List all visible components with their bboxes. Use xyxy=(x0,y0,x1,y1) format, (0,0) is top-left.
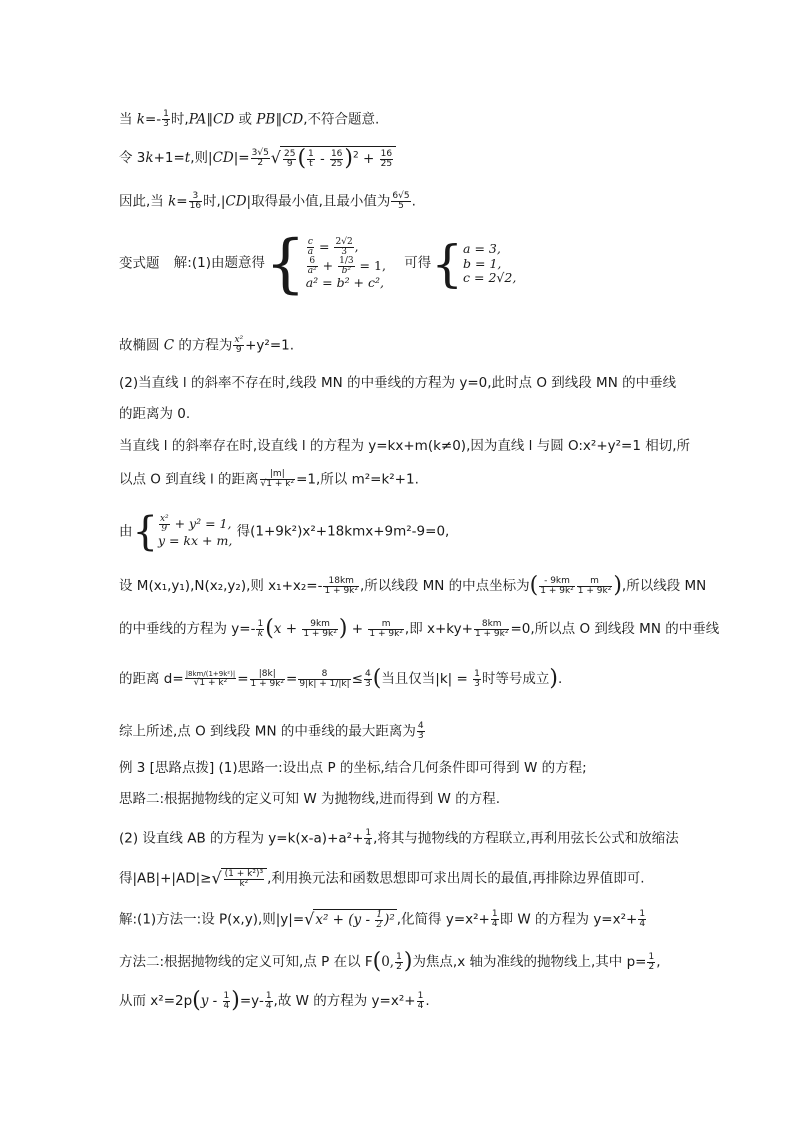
fraction xyxy=(224,870,264,889)
text: + xyxy=(347,621,368,637)
denominator: k xyxy=(257,628,264,639)
text: = xyxy=(286,671,298,687)
numerator: |m| xyxy=(260,470,296,480)
denominator: 25 xyxy=(330,158,343,169)
text: ,将其与抛物线的方程联立,再利用弦长公式和放缩法 xyxy=(373,830,679,847)
denominator: 9 xyxy=(286,158,293,169)
var: t xyxy=(184,150,191,166)
line-12 xyxy=(119,618,719,640)
system xyxy=(158,515,232,548)
text: ,则| xyxy=(190,150,213,166)
text: 得|AB|+|AD|≥ xyxy=(119,870,212,887)
denominator: 9 xyxy=(235,345,242,355)
text: =- xyxy=(144,111,162,128)
var: PA xyxy=(188,111,207,128)
text: + xyxy=(318,257,338,273)
text: )² xyxy=(384,912,395,928)
text: 解:(1)方法一:设 P(x,y),则|y|= xyxy=(119,911,305,928)
system-right xyxy=(463,242,516,285)
denominator: a² xyxy=(307,265,317,276)
text: 的距离 d= xyxy=(119,671,184,687)
numerator: 1 xyxy=(639,909,646,919)
fraction xyxy=(159,515,170,534)
sqrt-sign: √ xyxy=(270,148,281,167)
fraction xyxy=(283,150,296,169)
text: 时等号成立 xyxy=(481,671,550,687)
numerator: - 9km xyxy=(539,577,575,587)
paren: ( xyxy=(192,988,201,1013)
line-7: 的距离为 0. xyxy=(119,406,191,422)
result-c: c = 2√2, xyxy=(463,270,517,286)
fraction xyxy=(256,620,264,639)
fraction xyxy=(368,620,404,639)
denominator: √1 + k² xyxy=(260,479,295,489)
numerator: (1 + k²)³ xyxy=(224,869,264,879)
text: y - xyxy=(200,993,222,1009)
denominator: 2 xyxy=(376,920,383,930)
fraction xyxy=(185,671,237,688)
numerator: 1 xyxy=(365,828,372,838)
fraction xyxy=(334,238,353,257)
text: +y²=1. xyxy=(245,337,295,354)
result-a: a = 3, xyxy=(463,241,501,257)
line-4 xyxy=(119,227,517,301)
text: 由 xyxy=(119,523,133,540)
fraction xyxy=(307,257,318,276)
line-18 xyxy=(119,868,644,889)
paren: ) xyxy=(344,146,353,171)
text: (2) 设直线 AB 的方程为 y=k(x-a)+a²+ xyxy=(119,830,364,847)
fraction xyxy=(364,670,372,689)
denominator: 25 xyxy=(380,158,393,169)
paren: ( xyxy=(529,573,539,598)
denominator: 4 xyxy=(365,838,372,848)
fraction xyxy=(330,150,343,169)
eq-2: y = kx + m, xyxy=(157,533,233,549)
text: ≤ xyxy=(351,671,363,687)
fraction xyxy=(375,911,383,930)
text: 可得 xyxy=(404,255,432,272)
denominator: 4 xyxy=(417,1000,424,1011)
text: 或 xyxy=(234,111,257,128)
text: 因此,当 xyxy=(119,193,169,210)
text: 故椭圆 xyxy=(119,337,164,354)
denominator: k² xyxy=(239,879,249,889)
denominator: 3 xyxy=(341,246,347,257)
line-16: 思路二:根据抛物线的定义可知 W 为抛物线,进而得到 W 的方程. xyxy=(119,791,500,807)
fraction xyxy=(260,470,296,489)
denominator: √1 + k² xyxy=(193,677,228,688)
paren: ( xyxy=(265,616,274,641)
paren: ) xyxy=(338,616,348,641)
denominator: 1 + 9k² xyxy=(250,678,285,689)
line-1 xyxy=(119,110,379,129)
text: 的方程为 xyxy=(174,337,233,354)
text: 时,| xyxy=(203,193,226,210)
eq-1 xyxy=(306,238,386,257)
fraction xyxy=(577,577,613,596)
denominator: 3 xyxy=(417,731,424,741)
fraction xyxy=(251,149,270,168)
sqrt-sign: √ xyxy=(304,909,315,929)
text: = xyxy=(237,671,249,687)
fraction xyxy=(417,992,425,1011)
numerator: 3√5 xyxy=(251,147,269,158)
line-21 xyxy=(119,990,430,1012)
text: 当 xyxy=(119,111,137,128)
fraction xyxy=(338,257,354,276)
text: 时, xyxy=(170,111,189,128)
text: ,所以线段 MN 的中点坐标为 xyxy=(360,578,530,594)
text: 以点 O 到直线 l 的距离 xyxy=(119,471,259,488)
fraction xyxy=(302,620,338,639)
paren: ) xyxy=(549,666,558,691)
fraction xyxy=(638,910,646,929)
text: =1,所以 m²=k²+1. xyxy=(296,471,419,488)
numerator: m xyxy=(577,577,613,587)
text: ,所以线段 MN xyxy=(621,578,707,594)
fraction xyxy=(233,336,244,355)
line-5 xyxy=(119,336,294,355)
line-6: (2)当直线 l 的斜率不存在时,线段 MN 的中垂线的方程为 y=0,此时点 O 到线段 MN 的中垂线 xyxy=(119,375,677,391)
text: 从而 x²=2p xyxy=(119,993,193,1009)
sqrt-sign: √ xyxy=(211,868,222,888)
fraction xyxy=(265,992,273,1011)
fraction xyxy=(539,577,575,596)
fraction xyxy=(250,670,286,689)
numerator: 1 xyxy=(491,909,498,919)
text: 解:(1)由题意得 xyxy=(173,255,265,272)
numerator: 1 xyxy=(163,109,169,119)
radicand xyxy=(280,146,396,170)
text: 综上所述,点 O 到线段 MN 的中垂线的最大距离为 xyxy=(119,723,416,740)
fraction xyxy=(162,110,170,129)
numerator: 18km xyxy=(323,577,359,587)
fraction xyxy=(491,910,499,929)
denominator: b² xyxy=(341,265,352,276)
numerator: 1 xyxy=(257,618,264,629)
text: ,即 x+ky+ xyxy=(404,621,473,637)
text: ,化简得 y=x²+ xyxy=(396,911,490,928)
numerator: 1 xyxy=(417,990,424,1001)
numerator: 1 xyxy=(474,668,480,679)
eq-1 xyxy=(158,515,232,534)
text: 当且仅当|k| = xyxy=(381,671,473,687)
numerator: |8k| xyxy=(250,670,286,680)
paren: ( xyxy=(372,666,382,691)
line-13 xyxy=(119,668,562,690)
numerator: 1 xyxy=(396,951,402,962)
text: 得(1+9k²)x²+18kmx+9m²-9=0, xyxy=(232,523,450,540)
var: PB xyxy=(256,111,276,128)
fraction xyxy=(417,722,425,741)
var: k xyxy=(145,150,154,166)
denominator: t xyxy=(309,158,313,169)
text: = xyxy=(176,193,188,210)
var: CD xyxy=(225,193,247,210)
text: = xyxy=(315,238,334,254)
numerator: 1 xyxy=(648,951,655,962)
paren: ( xyxy=(297,146,307,171)
numerator: 1 xyxy=(308,148,314,159)
system-left xyxy=(306,238,386,290)
numerator: x² xyxy=(234,335,244,345)
exponent: 2 xyxy=(352,150,359,161)
denominator: 4 xyxy=(265,1000,272,1011)
denominator: 2 xyxy=(648,961,655,972)
numerator: 3 xyxy=(189,192,202,202)
fraction xyxy=(364,829,372,848)
var: k xyxy=(168,193,177,210)
numerator: 2√2 xyxy=(335,236,353,247)
text: , xyxy=(656,954,661,970)
numerator: 6√5 xyxy=(392,191,410,201)
denominator: 5 xyxy=(398,201,404,211)
text: ,故 W 的方程为 y=x²+ xyxy=(273,993,416,1009)
denominator: 4 xyxy=(223,1000,230,1011)
numerator: 1 xyxy=(265,990,272,1001)
var-k: k xyxy=(136,111,145,128)
fraction xyxy=(473,670,481,689)
text: 方法二:根据抛物线的定义可知,点 P 在以 F xyxy=(119,954,373,970)
numerator: 4 xyxy=(364,668,371,679)
text: . xyxy=(411,193,416,210)
denominator: 16 xyxy=(189,201,202,211)
fraction xyxy=(307,150,315,169)
text: + y² = 1, xyxy=(170,516,232,532)
fraction xyxy=(189,192,202,211)
numerator: 16 xyxy=(330,148,343,159)
var: C xyxy=(163,337,175,354)
brace: { xyxy=(132,509,158,555)
denominator: 3 xyxy=(474,678,480,689)
text: 即 W 的方程为 y=x²+ xyxy=(499,911,638,928)
paren: ) xyxy=(403,949,413,974)
fraction xyxy=(380,150,393,169)
paren: ) xyxy=(613,573,622,598)
text: |= xyxy=(233,150,250,166)
denominator: 2 xyxy=(396,961,402,972)
fraction xyxy=(298,670,350,689)
denominator: 3 xyxy=(364,678,371,689)
radicand xyxy=(221,868,267,889)
paren: ) xyxy=(231,988,240,1013)
text: 0, xyxy=(381,954,395,970)
line-20 xyxy=(119,951,661,973)
denominator: 1 + 9k² xyxy=(303,628,337,639)
line-15: 例 3 [思路点拨] (1)思路一:设出点 P 的坐标,结合几何条件即可得到 W 的方程; xyxy=(119,760,587,776)
fraction xyxy=(395,953,403,972)
text: ,利用换元法和函数思想即可求出周长的最值,再排除边界值即可. xyxy=(267,870,645,887)
numerator: 16 xyxy=(380,148,393,159)
text: . xyxy=(557,671,563,687)
text: =0,所以点 O 到线段 MN 的中垂线 xyxy=(510,621,720,637)
numerator: x² xyxy=(159,514,169,525)
numerator: 8 xyxy=(298,670,350,680)
numerator: m xyxy=(368,620,404,630)
fraction xyxy=(307,238,314,257)
text: ,不符合题意. xyxy=(303,111,380,128)
fraction xyxy=(474,620,510,639)
line-10 xyxy=(119,509,450,555)
denominator: 1 + 9k² xyxy=(474,628,509,639)
text: 的中垂线的方程为 y=- xyxy=(119,621,256,637)
text: = 1, xyxy=(355,257,386,273)
numerator: 9km xyxy=(302,620,338,630)
fraction xyxy=(223,992,231,1011)
line-9 xyxy=(119,470,419,489)
label-variant: 变式题 xyxy=(119,255,160,272)
denominator: 1 + 9k² xyxy=(540,585,574,596)
text: ∥ xyxy=(275,111,283,128)
line-19 xyxy=(119,909,647,930)
numerator: 25 xyxy=(284,148,296,159)
brace: { xyxy=(431,235,464,293)
denominator: 1 + 9k² xyxy=(577,585,612,596)
text: 为焦点,x 轴为准线的抛物线上,其中 p= xyxy=(412,954,647,970)
numerator: 6 xyxy=(307,257,318,267)
fraction xyxy=(391,192,410,211)
denominator: 9|k| + 1/|k| xyxy=(299,678,350,689)
radicand xyxy=(313,909,396,930)
text: x + xyxy=(273,621,302,637)
text: +1= xyxy=(153,150,185,166)
text: =y- xyxy=(239,993,264,1009)
numerator: 1 xyxy=(376,910,383,920)
numerator: c xyxy=(307,236,313,247)
numerator: 4 xyxy=(417,721,424,731)
fraction xyxy=(323,577,359,596)
paren: ( xyxy=(372,949,382,974)
numerator: 1/3 xyxy=(339,255,354,266)
var: CD xyxy=(212,150,234,166)
text: 令 3 xyxy=(119,150,146,166)
denominator: 1 + 9k² xyxy=(369,628,403,639)
text: - xyxy=(315,151,329,167)
line-11 xyxy=(119,575,706,597)
numerator: 1 xyxy=(223,990,230,1001)
denominator: 3 xyxy=(163,119,169,129)
numerator: |8km/(1+9k²)| xyxy=(185,669,236,678)
text: |取得最小值,且最小值为 xyxy=(246,193,391,210)
denominator: 4 xyxy=(491,919,498,929)
denominator: a xyxy=(307,246,314,257)
denominator: 2 xyxy=(257,157,264,168)
line-17 xyxy=(119,829,679,848)
var: CD xyxy=(282,111,304,128)
result-b: b = 1, xyxy=(463,255,502,271)
eq-3: a² = b² + c², xyxy=(305,274,384,290)
eq-2 xyxy=(306,257,386,276)
line-14 xyxy=(119,722,426,741)
denominator: 1 + 9k² xyxy=(324,585,359,596)
denominator: 9 xyxy=(161,524,168,535)
text: 设 M(x₁,y₁),N(x₂,y₂),则 x₁+x₂=- xyxy=(119,578,323,594)
numerator: 8km xyxy=(474,620,510,630)
fraction xyxy=(647,953,655,972)
line-2 xyxy=(119,146,396,170)
text: . xyxy=(425,993,430,1009)
var: CD xyxy=(213,111,235,128)
line-8: 当直线 l 的斜率存在时,设直线 l 的方程为 y=kx+m(k≠0),因为直线 l 与圆 O:x²+y²=1 相切,所 xyxy=(119,438,691,454)
denominator: 4 xyxy=(639,919,646,929)
text: + xyxy=(358,151,379,167)
brace: { xyxy=(264,227,306,301)
line-3 xyxy=(119,192,416,211)
text: ∥ xyxy=(206,111,214,128)
text: , xyxy=(354,238,359,254)
text: x² + (y - xyxy=(315,912,375,928)
